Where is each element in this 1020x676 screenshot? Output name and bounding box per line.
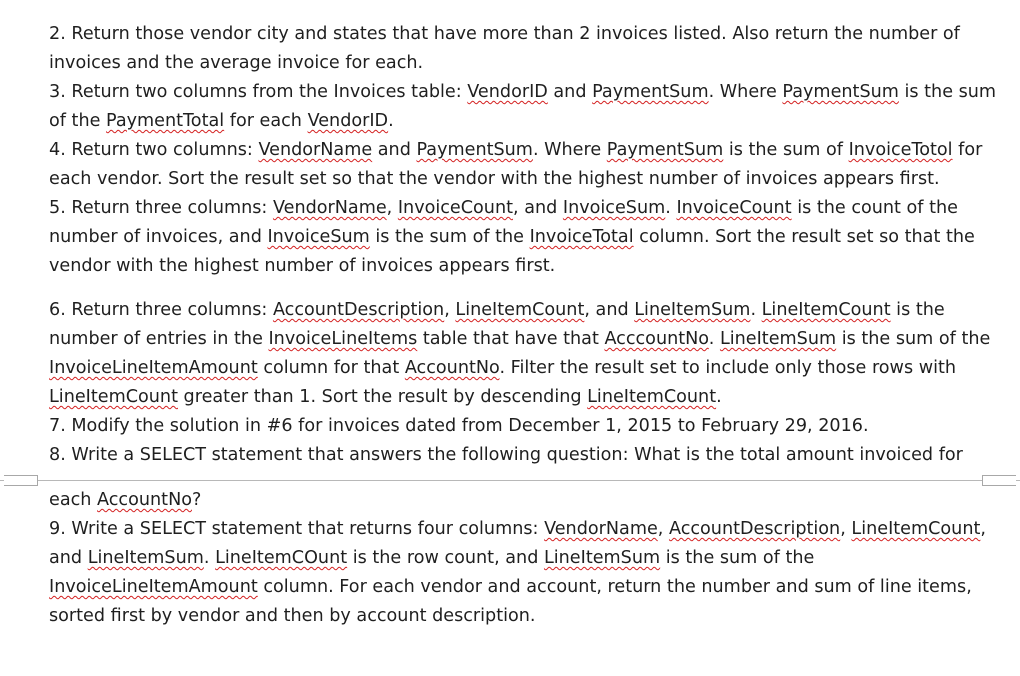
text-run: , [840, 519, 852, 539]
text-run: , [657, 519, 669, 539]
misspelled-word[interactable]: VendorName [272, 198, 387, 218]
misspelled-word[interactable]: LineItemSum [87, 548, 204, 568]
misspelled-word[interactable]: LineItemCount [761, 300, 891, 320]
text-run: . [388, 111, 394, 131]
text-run: . [750, 300, 762, 320]
text-run: . Where [708, 82, 783, 102]
text-run: column. For each vendor and account, return the number and sum of line items, sorted first by vendor and then by account description. [49, 577, 972, 626]
text-run: . Filter the result set to include only those rows with [499, 358, 957, 378]
text-run: , and [513, 198, 563, 218]
text-run: 8. Write a SELECT statement that answers the following question: What is the total amount invoiced for [49, 445, 963, 465]
text-run: is the number of entries in the [49, 300, 945, 349]
misspelled-word[interactable]: VendorID [307, 111, 389, 131]
text-run: , and [49, 519, 986, 568]
paragraph [49, 20, 1009, 78]
misspelled-word[interactable]: LineItemCount [587, 387, 717, 407]
text-run: for each [224, 111, 308, 131]
text-run: column. Sort the result set so that the vendor with the highest number of invoices appears first. [49, 227, 975, 276]
page-corner-right [982, 475, 1016, 486]
misspelled-word[interactable]: InvoiceCount [676, 198, 792, 218]
misspelled-word[interactable]: AccountNo [97, 490, 192, 510]
misspelled-word[interactable]: InvoiceLineItems [268, 329, 418, 349]
misspelled-word[interactable]: InvoiceTotol [848, 140, 953, 160]
text-run: is the sum of the [836, 329, 991, 349]
text-run: 7. Modify the solution in #6 for invoices dated from December 1, 2015 to February 29, 2016. [49, 416, 869, 436]
misspelled-word[interactable]: InvoiceLineItemAmount [49, 577, 258, 597]
page-break-line [0, 480, 1020, 481]
text-run: greater than 1. Sort the result by descending [177, 387, 588, 407]
misspelled-word[interactable]: LineItemCOunt [215, 548, 348, 568]
misspelled-word[interactable]: LineItemCount [455, 300, 585, 320]
misspelled-word[interactable]: InvoiceTotal [529, 227, 634, 247]
paragraph [49, 412, 1009, 441]
paragraph [49, 136, 1009, 194]
misspelled-word[interactable]: PaymentSum [606, 140, 724, 160]
text-run: is the sum of [723, 140, 849, 160]
text-run: and [372, 140, 417, 160]
text-block-page-1[interactable] [49, 20, 1009, 470]
text-block-page-2[interactable] [49, 486, 1009, 631]
text-run: , [386, 198, 398, 218]
text-run: column for that [257, 358, 405, 378]
misspelled-word[interactable]: LineItemCount [49, 387, 178, 407]
misspelled-word[interactable]: VendorName [258, 140, 373, 160]
text-run: is the row count, and [347, 548, 544, 568]
text-run: 3. Return two columns from the Invoices table: [49, 82, 468, 102]
misspelled-word[interactable]: LineItemSum [634, 300, 751, 320]
text-run: . [716, 387, 722, 407]
misspelled-word[interactable]: LineItemSum [543, 548, 661, 568]
text-run: . [665, 198, 677, 218]
paragraph [49, 486, 1009, 515]
misspelled-word[interactable]: InvoiceSum [562, 198, 666, 218]
text-run: is the count of the number of invoices, and [49, 198, 958, 247]
text-run: 2. Return those vendor city and states that have more than 2 invoices listed. Also return the number of invoices and the average invoice for each. [49, 24, 960, 73]
text-run: 4. Return two columns: [49, 140, 259, 160]
misspelled-word[interactable]: PaymentTotal [106, 111, 225, 131]
text-run: . Where [532, 140, 607, 160]
paragraph [49, 296, 1009, 412]
misspelled-word[interactable]: PaymentSum [782, 82, 899, 102]
paragraph [49, 515, 1009, 631]
text-run: table that have that [417, 329, 605, 349]
misspelled-word[interactable]: AccountNo [404, 358, 500, 378]
misspelled-word[interactable]: InvoiceLineItemAmount [49, 358, 258, 378]
text-run: and [547, 82, 593, 102]
misspelled-word[interactable]: AcccountNo [604, 329, 709, 349]
paragraph [49, 194, 1009, 281]
text-run: for each vendor. Sort the result set so that the vendor with the highest number of invoices appears first. [49, 140, 983, 189]
text-run: is the sum of the [660, 548, 815, 568]
paragraph [49, 441, 1009, 470]
text-run: 5. Return three columns: [49, 198, 273, 218]
text-run: 6. Return three columns: [49, 300, 273, 320]
misspelled-word[interactable]: AccountDescription [668, 519, 841, 539]
text-run: is the sum of the [369, 227, 530, 247]
misspelled-word[interactable]: InvoiceCount [397, 198, 514, 218]
misspelled-word[interactable]: AccountDescription [272, 300, 445, 320]
misspelled-word[interactable]: VendorName [544, 519, 658, 539]
text-run: . [203, 548, 216, 568]
misspelled-word[interactable]: PaymentSum [592, 82, 709, 102]
misspelled-word[interactable]: InvoiceSum [267, 227, 370, 247]
text-run: is the sum of the [49, 82, 997, 131]
misspelled-word[interactable]: LineItemSum [719, 329, 837, 349]
text-run: , and [584, 300, 635, 320]
text-run: . [708, 329, 720, 349]
misspelled-word[interactable]: LineItemCount [851, 519, 981, 539]
text-run: , [444, 300, 456, 320]
text-run: 9. Write a SELECT statement that returns four columns: [49, 519, 545, 539]
paragraph [49, 78, 1009, 136]
misspelled-word[interactable]: PaymentSum [416, 140, 533, 160]
misspelled-word[interactable]: VendorID [467, 82, 548, 102]
page-corner-left [4, 475, 38, 486]
text-run: ? [192, 490, 202, 510]
text-run: each [49, 490, 98, 510]
